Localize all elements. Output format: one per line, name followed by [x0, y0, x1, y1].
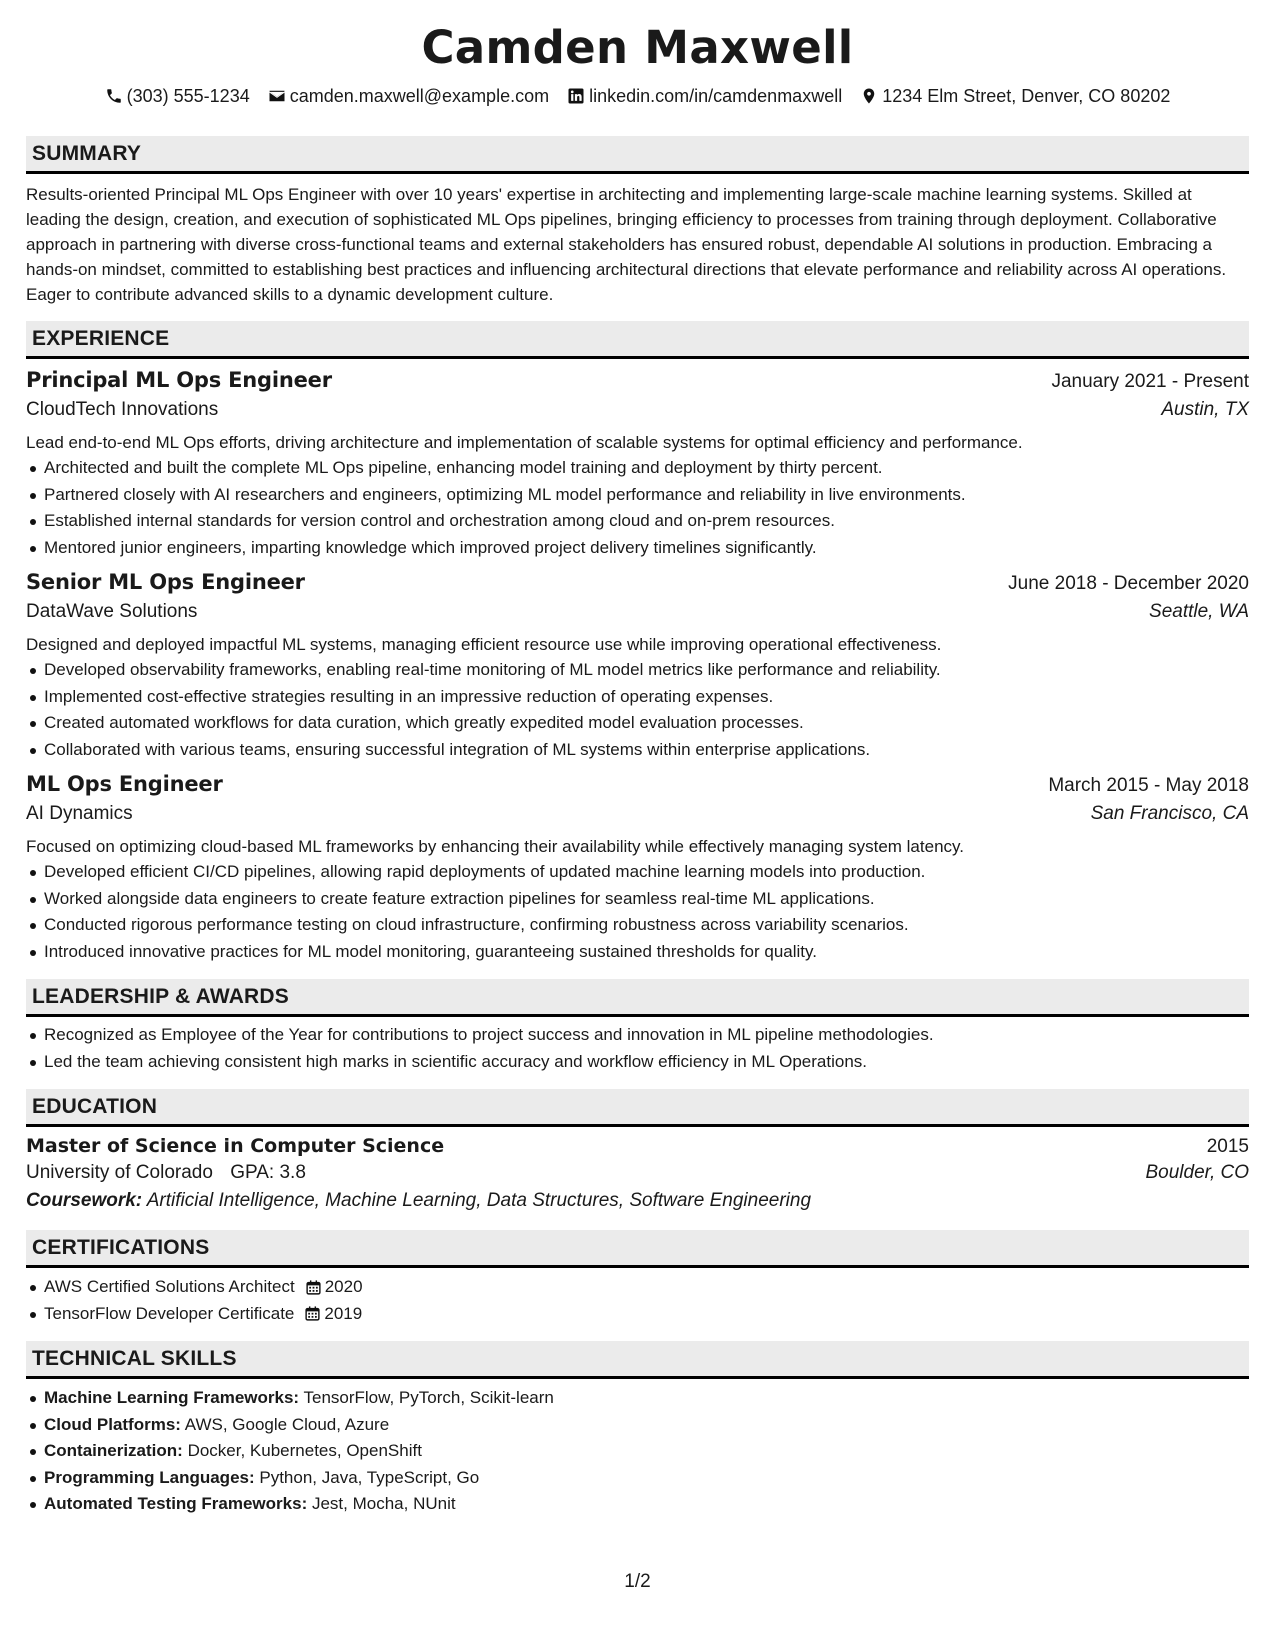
- list-item: Established internal standards for version control and orchestration among cloud and on-prem resources.: [26, 508, 1249, 535]
- coursework-label: Coursework:: [26, 1190, 143, 1211]
- school-name: University of Colorado: [26, 1162, 213, 1183]
- contact-email[interactable]: [268, 86, 549, 107]
- list-item: [26, 1438, 1249, 1465]
- section-heading-skills: TECHNICAL SKILLS: [26, 1341, 1249, 1379]
- school-location: Boulder, CO: [1145, 1162, 1249, 1183]
- resume-page: [26, 0, 1249, 1650]
- job-description: Lead end-to-end ML Ops efforts, driving architecture and implementation of scalable systems for optimal efficiency and performance.: [26, 433, 1023, 452]
- linkedin-icon: [567, 87, 585, 105]
- job-dates: June 2018 - December 2020: [1008, 573, 1249, 594]
- skills-list: [26, 1385, 1249, 1518]
- summary-text: Results-oriented Principal ML Ops Engineer with over 10 years' expertise in architecting and implementing large-scale machine learning systems. Skilled at leading the design, creation, and execution of sophisticated ML Ops pipelines, bringing efficiency to processes from training through deployment. Collaborative approach in partnering with diverse cross-functional teams and external stakeholders has ensured robust, dependable AI solutions in production. Embracing a hands-on mindset, committed to establishing best practices and influencing architectural directions that elevate performance and reliability across AI operations. Eager to contribute advanced skills to a dynamic development culture.: [26, 185, 1227, 304]
- job-bullets: [26, 657, 1249, 763]
- company-name: DataWave Solutions: [26, 601, 198, 622]
- job-bullets: [26, 455, 1249, 561]
- section-heading-experience: EXPERIENCE: [26, 321, 1249, 359]
- job-title: Principal ML Ops Engineer: [26, 368, 332, 392]
- list-item: [26, 1301, 1249, 1328]
- list-item: Worked alongside data engineers to create feature extraction pipelines for seamless real-time ML applications.: [26, 886, 1249, 913]
- skill-label: Automated Testing Frameworks:: [44, 1494, 308, 1513]
- company-name: CloudTech Innovations: [26, 399, 219, 420]
- envelope-icon: [268, 87, 286, 105]
- list-item: Implemented cost-effective strategies resulting in an impressive reduction of operating expenses.: [26, 684, 1249, 711]
- education-entry: [26, 1135, 1249, 1212]
- skill-value: Python, Java, TypeScript, Go: [259, 1467, 480, 1487]
- contact-address: [860, 86, 1170, 107]
- candidate-name: Camden Maxwell: [421, 21, 854, 74]
- list-item: Created automated workflows for data curation, which greatly expedited model evaluation processes.: [26, 710, 1249, 737]
- list-item: Mentored junior engineers, imparting knowledge which improved project delivery timelines significantly.: [26, 535, 1249, 562]
- company-name: AI Dynamics: [26, 803, 133, 824]
- job-location: San Francisco, CA: [1090, 803, 1249, 824]
- job-entry: [26, 368, 1249, 561]
- job-location: Seattle, WA: [1149, 601, 1249, 622]
- address-text: 1234 Elm Street, Denver, CO 80202: [882, 85, 1171, 106]
- job-title: ML Ops Engineer: [26, 772, 223, 796]
- certification-name: TensorFlow Developer Certificate: [44, 1303, 295, 1323]
- certification-year: 2020: [324, 1277, 363, 1296]
- job-description: Focused on optimizing cloud-based ML frameworks by enhancing their availability while effectively managing system latency.: [26, 837, 964, 856]
- linkedin-link[interactable]: linkedin.com/in/camdenmaxwell: [589, 85, 843, 106]
- coursework-list: Artificial Intelligence, Machine Learning, Data Structures, Software Engineering: [146, 1190, 812, 1211]
- list-item: Partnered closely with AI researchers and engineers, optimizing ML model performance and reliability in live environments.: [26, 482, 1249, 509]
- list-item: [26, 1385, 1249, 1412]
- phone-text: (303) 555-1234: [126, 85, 250, 106]
- gpa: GPA: 3.8: [230, 1162, 306, 1183]
- list-item: Led the team achieving consistent high marks in scientific accuracy and workflow efficiency in ML Operations.: [26, 1049, 1249, 1076]
- list-item: Architected and built the complete ML Ops pipeline, enhancing model training and deployment by thirty percent.: [26, 455, 1249, 482]
- calendar-icon: [305, 1279, 322, 1296]
- skill-value: TensorFlow, PyTorch, Scikit-learn: [303, 1388, 554, 1407]
- phone-icon: [105, 87, 123, 105]
- contact-phone: [105, 86, 250, 107]
- graduation-year: 2015: [1206, 1136, 1249, 1157]
- certification-name: AWS Certified Solutions Architect: [44, 1277, 295, 1296]
- contact-bar: [26, 82, 1249, 110]
- list-item: Developed observability frameworks, enabling real-time monitoring of ML model metrics like performance and reliability.: [26, 657, 1249, 684]
- skill-value: Docker, Kubernetes, OpenShift: [187, 1441, 422, 1460]
- skill-label: Machine Learning Frameworks:: [44, 1388, 300, 1407]
- coursework: [26, 1190, 1249, 1212]
- list-item: [26, 1274, 1249, 1301]
- skill-label: Containerization:: [44, 1441, 183, 1460]
- job-bullets: [26, 859, 1249, 965]
- certification-year: 2019: [324, 1303, 363, 1323]
- job-location: Austin, TX: [1161, 399, 1249, 420]
- degree-title: Master of Science in Computer Science: [26, 1135, 445, 1157]
- list-item: Conducted rigorous performance testing on cloud infrastructure, confirming robustness across variability scenarios.: [26, 912, 1249, 939]
- section-heading-summary: SUMMARY: [26, 136, 1249, 174]
- list-item: Developed efficient CI/CD pipelines, allowing rapid deployments of updated machine learning models into production.: [26, 859, 1249, 886]
- list-item: [26, 1491, 1249, 1518]
- section-heading-leadership: LEADERSHIP & AWARDS: [26, 979, 1249, 1017]
- list-item: Introduced innovative practices for ML model monitoring, guaranteeing sustained thresholds for quality.: [26, 939, 1249, 966]
- skill-value: AWS, Google Cloud, Azure: [184, 1414, 390, 1434]
- section-heading-education: EDUCATION: [26, 1089, 1249, 1127]
- job-description: Designed and deployed impactful ML systems, managing efficient resource use while improving operational effectiveness.: [26, 635, 942, 654]
- job-dates: January 2021 - Present: [1051, 371, 1249, 392]
- job-entry: [26, 570, 1249, 763]
- job-dates: March 2015 - May 2018: [1048, 775, 1249, 796]
- calendar-icon: [304, 1305, 321, 1322]
- certifications-list: [26, 1274, 1249, 1327]
- skill-value: Jest, Mocha, NUnit: [311, 1494, 456, 1513]
- contact-linkedin[interactable]: [567, 86, 842, 107]
- list-item: Collaborated with various teams, ensuring successful integration of ML systems within enterprise applications.: [26, 737, 1249, 764]
- job-title: Senior ML Ops Engineer: [26, 570, 305, 594]
- section-heading-certifications: CERTIFICATIONS: [26, 1230, 1249, 1268]
- page-number: 1/2: [624, 1571, 651, 1592]
- skill-label: Cloud Platforms:: [44, 1414, 181, 1434]
- job-entry: [26, 772, 1249, 965]
- leadership-list: [26, 1022, 1249, 1075]
- list-item: [26, 1412, 1249, 1439]
- list-item: Recognized as Employee of the Year for contributions to project success and innovation in ML pipeline methodologies.: [26, 1022, 1249, 1049]
- list-item: [26, 1465, 1249, 1492]
- skill-label: Programming Languages:: [44, 1467, 255, 1487]
- map-pin-icon: [860, 87, 878, 105]
- email-link[interactable]: camden.maxwell@example.com: [289, 85, 550, 106]
